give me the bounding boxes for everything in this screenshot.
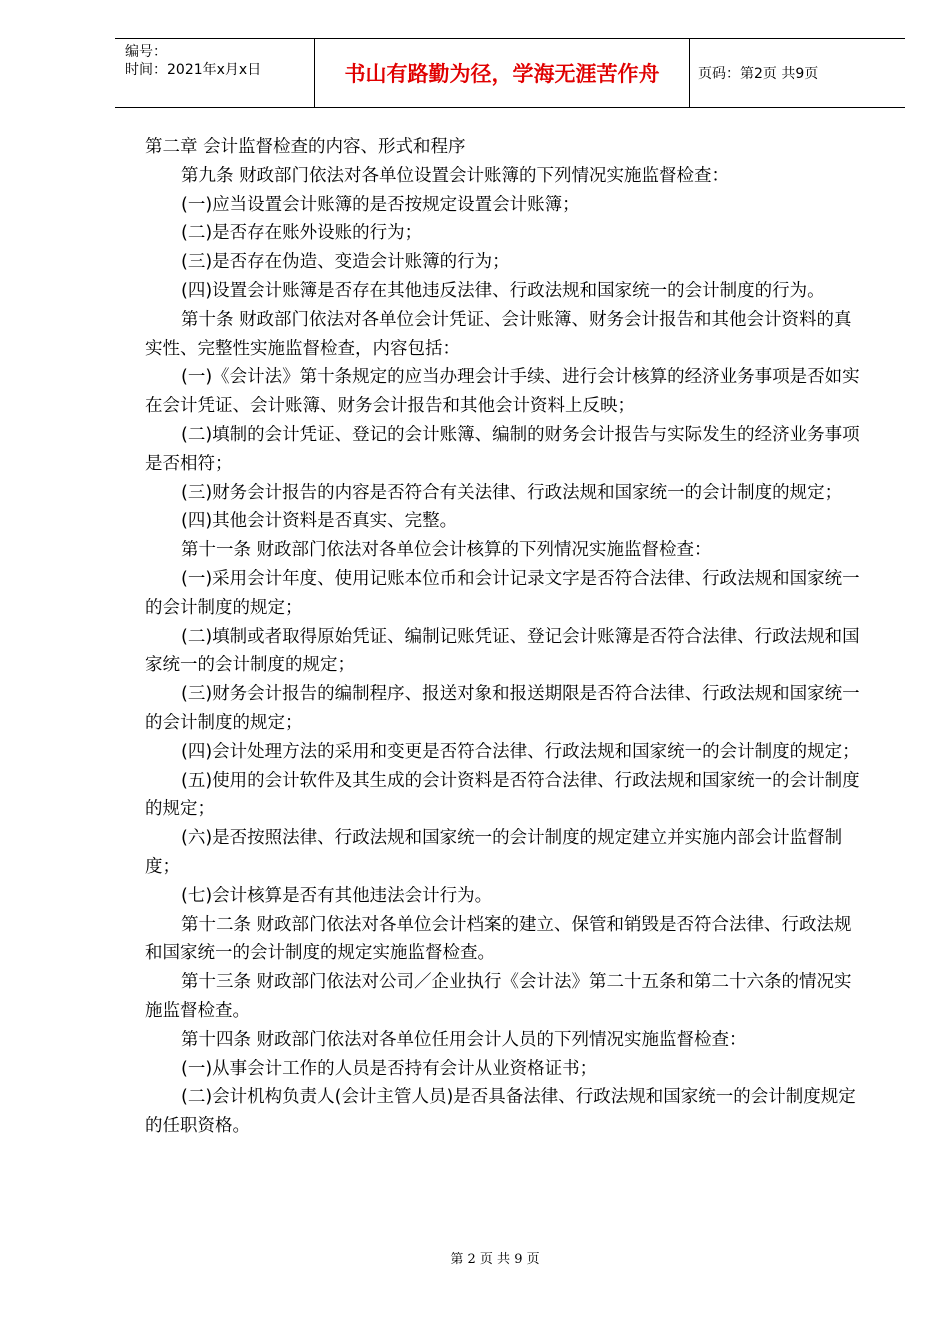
article-14: 第十四条 财政部门依法对各单位任用会计人员的下列情况实施监督检查： bbox=[181, 1029, 747, 1050]
document-body bbox=[145, 133, 867, 1141]
article-10: 第十条 财政部门依法对各单位会计凭证、会计账簿、财务会计报告和其他会计资料的真实性、完整性实施监督检查，内容包括： bbox=[145, 309, 852, 359]
clause: (二)是否存在账外设账的行为； bbox=[181, 223, 423, 244]
article-11: 第十一条 财政部门依法对各单位会计核算的下列情况实施监督检查： bbox=[181, 540, 712, 561]
clause: (四)其他会计资料是否真实、完整。 bbox=[181, 511, 458, 532]
page-footer: 第 2 页 共 9 页 bbox=[450, 1252, 540, 1267]
article-9: 第九条 财政部门依法对各单位设置会计账簿的下列情况实施监督检查： bbox=[181, 165, 730, 186]
clause: (五)使用的会计软件及其生成的会计资料是否符合法律、行政法规和国家统一的会计制度的规定； bbox=[145, 770, 860, 820]
clause: (一)采用会计年度、使用记账本位币和会计记录文字是否符合法律、行政法规和国家统一的会计制度的规定； bbox=[145, 568, 860, 618]
clause: (四)会计处理方法的采用和变更是否符合法律、行政法规和国家统一的会计制度的规定； bbox=[181, 741, 860, 762]
clause: (四)设置会计账簿是否存在其他违反法律、行政法规和国家统一的会计制度的行为。 bbox=[181, 280, 825, 301]
number-label: 编号： bbox=[125, 44, 167, 60]
clause: (七)会计核算是否有其他违法会计行为。 bbox=[181, 885, 493, 906]
clause: (三)财务会计报告的编制程序、报送对象和报送期限是否符合法律、行政法规和国家统一的会计制度的规定； bbox=[145, 684, 860, 733]
header-page-info: 页码：第2页 共9页 bbox=[698, 66, 819, 82]
page-header bbox=[115, 38, 905, 108]
article-12: 第十二条 财政部门依法对各单位会计档案的建立、保管和销毁是否符合法律、行政法规和国家统一的会计制度的规定实施监督检查。 bbox=[145, 914, 852, 964]
clause: (六)是否按照法律、行政法规和国家统一的会计制度的规定建立并实施内部会计监督制度； bbox=[145, 828, 843, 877]
article-13: 第十三条 财政部门依法对公司／企业执行《会计法》第二十五条和第二十六条的情况实施监督检查。 bbox=[145, 972, 852, 1021]
chapter-title: 第二章 会计监督检查的内容、形式和程序 bbox=[145, 137, 466, 157]
header-meta bbox=[115, 39, 315, 107]
clause: (一)应当设置会计账簿的是否按规定设置会计账簿； bbox=[181, 194, 580, 215]
clause: (一)从事会计工作的人员是否持有会计从业资格证书； bbox=[181, 1058, 598, 1079]
time-label: 时间：2021年x月x日 bbox=[125, 62, 262, 78]
clause: (二)会计机构负责人(会计主管人员)是否具备法律、行政法规和国家统一的会计制度规定的任职资格。 bbox=[145, 1087, 856, 1137]
clause: (二)填制的会计凭证、登记的会计账簿、编制的财务会计报告与实际发生的经济业务事项是否相符； bbox=[145, 424, 860, 474]
clause: (三)财务会计报告的内容是否符合有关法律、行政法规和国家统一的会计制度的规定； bbox=[181, 482, 843, 503]
clause: (二)填制或者取得原始凭证、编制记账凭证、登记会计账簿是否符合法律、行政法规和国家统一的会计制度的规定； bbox=[145, 626, 860, 676]
clause: (一)《会计法》第十条规定的应当办理会计手续、进行会计核算的经济业务事项是否如实在会计凭证、会计账簿、财务会计报告和其他会计资料上反映； bbox=[145, 367, 860, 417]
clause: (三)是否存在伪造、变造会计账簿的行为； bbox=[181, 252, 510, 273]
header-motto: 书山有路勤为径，学海无涯苦作舟 bbox=[315, 39, 690, 107]
